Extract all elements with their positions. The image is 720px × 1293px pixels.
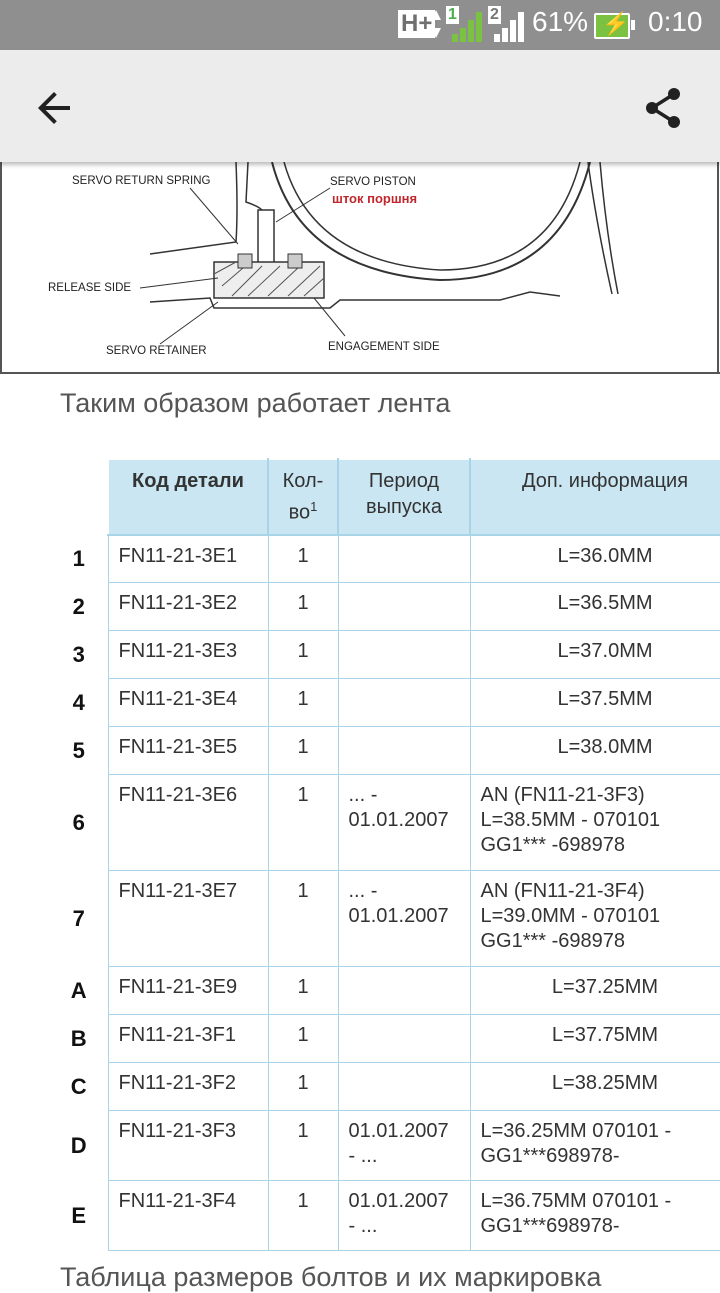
row-index: B — [70, 1026, 87, 1052]
cell-qty: 1 — [268, 535, 338, 583]
cell-qty: 1 — [268, 775, 338, 871]
cell-period: ... - 01.01.2007 — [338, 871, 470, 967]
cell-code: FN11-21-3E7 — [108, 871, 268, 967]
cell-period — [338, 967, 470, 1015]
network-type: H+ — [398, 10, 435, 38]
row-index: 3 — [72, 642, 85, 668]
cell-qty: 1 — [268, 1111, 338, 1181]
cell-period: 01.01.2007 - ... — [338, 1181, 470, 1251]
row-index: 2 — [72, 594, 85, 620]
cell-info: L=37.0MM — [470, 631, 720, 679]
cell-period — [338, 1063, 470, 1111]
cell-code: FN11-21-3E6 — [108, 775, 268, 871]
image-caption: Таким образом работает лента — [60, 388, 451, 418]
cell-code: FN11-21-3F1 — [108, 1015, 268, 1063]
cell-qty: 1 — [268, 727, 338, 775]
cell-info: L=37.25MM — [470, 967, 720, 1015]
status-bar — [0, 0, 720, 50]
cell-info: L=37.75MM — [470, 1015, 720, 1063]
cell-qty: 1 — [268, 967, 338, 1015]
cell-qty: 1 — [268, 1015, 338, 1063]
arrow-left-icon[interactable] — [30, 84, 78, 132]
cell-qty: 1 — [268, 631, 338, 679]
cell-period — [338, 535, 470, 583]
data-activity-icon — [430, 8, 442, 40]
parts-table-container — [50, 458, 720, 1252]
table-row — [50, 967, 720, 1015]
cell-info: AN (FN11-21-3F4) L=39.0MM - 070101 GG1*** -698978 — [470, 871, 720, 967]
app-bar — [0, 50, 720, 162]
cell-code: FN11-21-3E5 — [108, 727, 268, 775]
table-row — [50, 1181, 720, 1251]
row-index: 5 — [72, 738, 85, 764]
row-index: E — [71, 1203, 87, 1229]
row-index: D — [70, 1133, 87, 1159]
cell-period — [338, 631, 470, 679]
label-servo-piston: SERVO PISTON — [330, 176, 416, 188]
cell-code: FN11-21-3E9 — [108, 967, 268, 1015]
table-row — [50, 1063, 720, 1111]
row-index: 1 — [72, 546, 85, 572]
row-index: A — [70, 978, 87, 1004]
table-header-row — [50, 459, 720, 535]
clock: 0:10 — [648, 6, 703, 37]
cell-code: FN11-21-3F4 — [108, 1181, 268, 1251]
cell-period — [338, 727, 470, 775]
cell-period: ... - 01.01.2007 — [338, 775, 470, 871]
cell-code: FN11-21-3E3 — [108, 631, 268, 679]
table-row — [50, 871, 720, 967]
cell-qty: 1 — [268, 1063, 338, 1111]
table-row — [50, 583, 720, 631]
battery-percent: 61% — [532, 6, 589, 37]
header-period: Период выпуска — [338, 459, 470, 535]
cell-qty: 1 — [268, 679, 338, 727]
cell-period: 01.01.2007 - ... — [338, 1111, 470, 1181]
sim1-label: 1 — [448, 6, 457, 23]
cell-info: L=36.25MM 070101 - GG1***698978- — [470, 1111, 720, 1181]
cell-period — [338, 679, 470, 727]
share-icon[interactable] — [640, 84, 688, 132]
table-row — [50, 775, 720, 871]
cell-qty: 1 — [268, 871, 338, 967]
cell-info: L=38.25MM — [470, 1063, 720, 1111]
cell-qty: 1 — [268, 583, 338, 631]
cell-qty: 1 — [268, 1181, 338, 1251]
header-code: Код детали — [108, 459, 268, 535]
header-index — [50, 459, 108, 535]
cell-info: L=36.5MM — [470, 583, 720, 631]
label-engagement-side: ENGAGEMENT SIDE — [328, 341, 440, 353]
battery-charging-icon: ⚡ — [594, 13, 630, 39]
cell-code: FN11-21-3E2 — [108, 583, 268, 631]
cell-code: FN11-21-3E4 — [108, 679, 268, 727]
cell-info: L=36.75MM 070101 - GG1***698978- — [470, 1181, 720, 1251]
cell-info: AN (FN11-21-3F3) L=38.5MM - 070101 GG1*** -698978 — [470, 775, 720, 871]
cell-info: L=36.0MM — [470, 535, 720, 583]
label-servo-retainer: SERVO RETAINER — [106, 345, 207, 357]
cell-period — [338, 1015, 470, 1063]
cell-period — [338, 583, 470, 631]
cell-info: L=37.5MM — [470, 679, 720, 727]
next-section-text: Таблица размеров болтов и их маркировка — [60, 1262, 602, 1292]
servo-diagram — [0, 162, 720, 374]
table-row — [50, 1111, 720, 1181]
cell-code: FN11-21-3E1 — [108, 535, 268, 583]
table-row — [50, 679, 720, 727]
signal-sim1-icon — [446, 8, 482, 42]
row-index: 6 — [72, 810, 85, 836]
label-servo-return-spring: SERVO RETURN SPRING — [72, 175, 211, 187]
table-row — [50, 631, 720, 679]
row-index: 4 — [72, 690, 85, 716]
label-release-side: RELEASE SIDE — [48, 282, 132, 294]
cell-code: FN11-21-3F2 — [108, 1063, 268, 1111]
sim2-label: 2 — [490, 6, 499, 23]
signal-sim2-icon — [488, 8, 524, 42]
cell-code: FN11-21-3F3 — [108, 1111, 268, 1181]
table-row — [50, 535, 720, 583]
row-index: C — [70, 1074, 87, 1100]
row-index: 7 — [72, 906, 85, 932]
header-qty: Кол- $во^1$ — [268, 459, 338, 535]
header-info: Доп. информация — [470, 459, 720, 535]
parts-table — [50, 458, 720, 1251]
label-servo-piston-ru: шток поршня — [332, 191, 418, 206]
table-row — [50, 727, 720, 775]
table-row — [50, 1015, 720, 1063]
cell-info: L=38.0MM — [470, 727, 720, 775]
